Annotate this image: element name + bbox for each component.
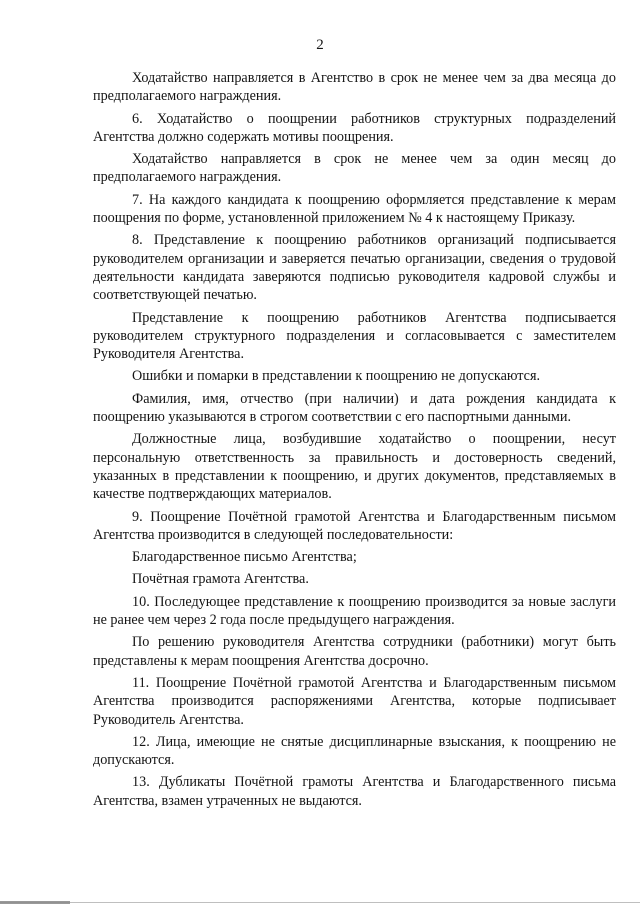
paragraph: 6. Ходатайство о поощрении работников структурных подразделений Агентства должно содержать мотивы поощрения.	[93, 110, 616, 145]
page-number: 2	[316, 37, 324, 53]
paragraph: Ходатайство направляется в Агентство в срок не менее чем за два месяца до предполагаемого награждения.	[93, 70, 616, 105]
paragraph: 7. На каждого кандидата к поощрению оформляется представление к мерам поощрения по форме, установленной приложением № 4 к настоящему Приказу.	[93, 191, 616, 227]
paragraph: Фамилия, имя, отчество (при наличии) и дата рождения кандидата к поощрению указываются в строгом соответствии с его паспортными данными.	[93, 390, 616, 426]
paragraph: По решению руководителя Агентства сотрудники (работники) могут быть представлены к мерам поощрения Агентства досрочно.	[93, 634, 616, 669]
paragraph: 12. Лица, имеющие не снятые дисциплинарные взыскания, к поощрению не допускаются.	[93, 733, 616, 769]
paragraph: Представление к поощрению работников Агентства подписывается руководителем структурного подразделения и согласовывается с заместителем Руководителя Агентства.	[93, 309, 616, 363]
paragraph: Должностные лица, возбудившие ходатайство о поощрении, несут персональную ответственность за правильность и достоверность сведений, указанных в представлении к поощрению, и других документов, представляемых в качестве подтверждающих материалов.	[93, 431, 616, 503]
paragraph: 8. Представление к поощрению работников организаций подписывается руководителем организации и заверяется печатью организации, сведения о трудовой деятельности кандидата заверяются подписью руководителя кадровой службы и соответствующей печатью.	[93, 232, 616, 304]
scan-edge-line	[0, 902, 640, 903]
paragraph: 10. Последующее представление к поощрению производится за новые заслуги не ранее чем через 2 года после предыдущего награждения.	[93, 593, 616, 629]
list-item: Благодарственное письмо Агентства;	[132, 549, 357, 566]
paragraph: 9. Поощрение Почётной грамотой Агентства и Благодарственным письмом Агентства производится в следующей последовательности:	[93, 508, 616, 543]
paragraph: 13. Дубликаты Почётной грамоты Агентства и Благодарственного письма Агентства, взамен утраченных не выдаются.	[93, 774, 616, 809]
paragraph: Ошибки и помарки в представлении к поощрению не допускаются.	[132, 368, 541, 385]
document-body	[93, 69, 616, 814]
paragraph: 11. Поощрение Почётной грамотой Агентства и Благодарственным письмом Агентства производится распоряжениями Агентства, которые подписывает Руководитель Агентства.	[93, 674, 616, 728]
paragraph: Ходатайство направляется в срок не менее чем за один месяц до предполагаемого награждения.	[93, 151, 616, 186]
list-item: Почётная грамота Агентства.	[132, 571, 309, 588]
